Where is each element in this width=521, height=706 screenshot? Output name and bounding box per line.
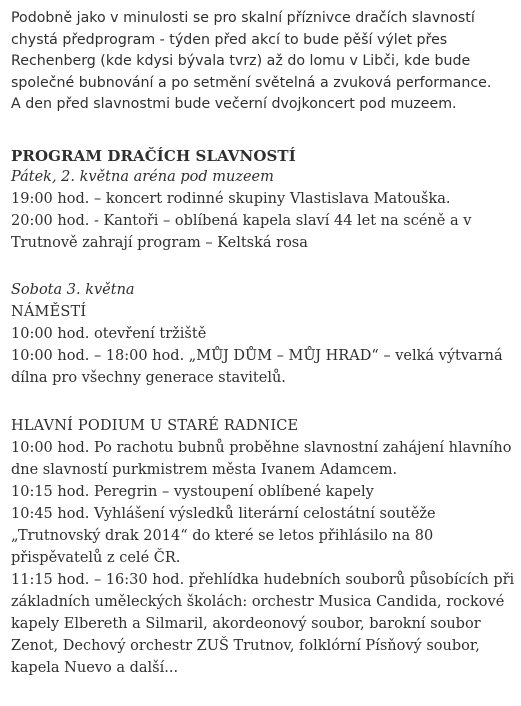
friday-heading: Pátek, 2. května aréna pod muzeem <box>11 168 274 185</box>
main-stage-line: „Trutnovský drak 2014“ do které se letos přihlásilo na 80 <box>11 527 434 544</box>
main-stage-line: 11:15 hod. – 16:30 hod. přehlídka hudebních souborů působících při <box>11 571 515 588</box>
main-stage-title: HLAVNÍ PODIUM U STARÉ RADNICE <box>11 417 299 434</box>
saturday-section <box>11 280 517 679</box>
square-line: dílna pro všechny generace stavitelů. <box>11 369 286 386</box>
friday-line: 19:00 hod. – koncert rodinné skupiny Vlastislava Matouška. <box>11 190 451 207</box>
intro-paragraph <box>11 8 517 116</box>
main-stage-line: Zenot, Dechový orchestr ZUŠ Trutnov, folklórní Písňový soubor, <box>11 637 480 654</box>
friday-line: 20:00 hod. - Kantoři – oblíbená kapela slaví 44 let na scéně a v <box>11 212 472 229</box>
main-stage-line: přispěvatelů z celé ČR. <box>11 549 181 566</box>
main-stage-line: základních uměleckých školách: orchestr Musica Candida, rockové <box>11 593 505 610</box>
saturday-heading: Sobota 3. května <box>11 281 135 298</box>
square-line: 10:00 hod. otevření tržiště <box>11 325 207 342</box>
intro-line: společné bubnování a po setmění světelná a zvuková performance. <box>11 74 492 91</box>
friday-section <box>11 167 517 254</box>
main-stage-line: 10:45 hod. Vyhlášení výsledků literární celostátní soutěže <box>11 505 436 522</box>
program-title: PROGRAM DRAČÍCH SLAVNOSTÍ <box>11 146 296 165</box>
main-stage-line: dne slavností purkmistrem města Ivanem Adamcem. <box>11 461 398 478</box>
friday-line: Trutnově zahrají program – Keltská rosa <box>11 234 308 251</box>
intro-line: Rechenberg (kde kdysi bývala tvrz) až do lomu v Libči, kde bude <box>11 53 471 69</box>
main-stage-line: 10:15 hod. Peregrin – vystoupení oblíbené kapely <box>11 483 374 500</box>
square-title: NÁMĚSTÍ <box>11 303 87 320</box>
main-stage-line: kapela Nuevo a další... <box>11 659 179 676</box>
intro-line: Podobně jako v minulosti se pro skalní příznivce dračích slavností <box>11 10 475 26</box>
intro-line: A den před slavnostmi bude večerní dvojkoncert pod muzeem. <box>11 96 457 112</box>
article <box>11 8 517 679</box>
intro-line: chystá předprogram - týden před akcí to bude pěší výlet přes <box>11 31 448 48</box>
main-stage-line: 10:00 hod. Po rachotu bubnů proběhne slavnostní zahájení hlavního <box>11 439 512 456</box>
main-stage-line: kapely Elbereth a Silmaril, akordeonový soubor, barokní soubor <box>11 615 481 632</box>
square-line: 10:00 hod. – 18:00 hod. „MŮJ DŮM – MŮJ HRAD“ – velká výtvarná <box>11 347 503 364</box>
